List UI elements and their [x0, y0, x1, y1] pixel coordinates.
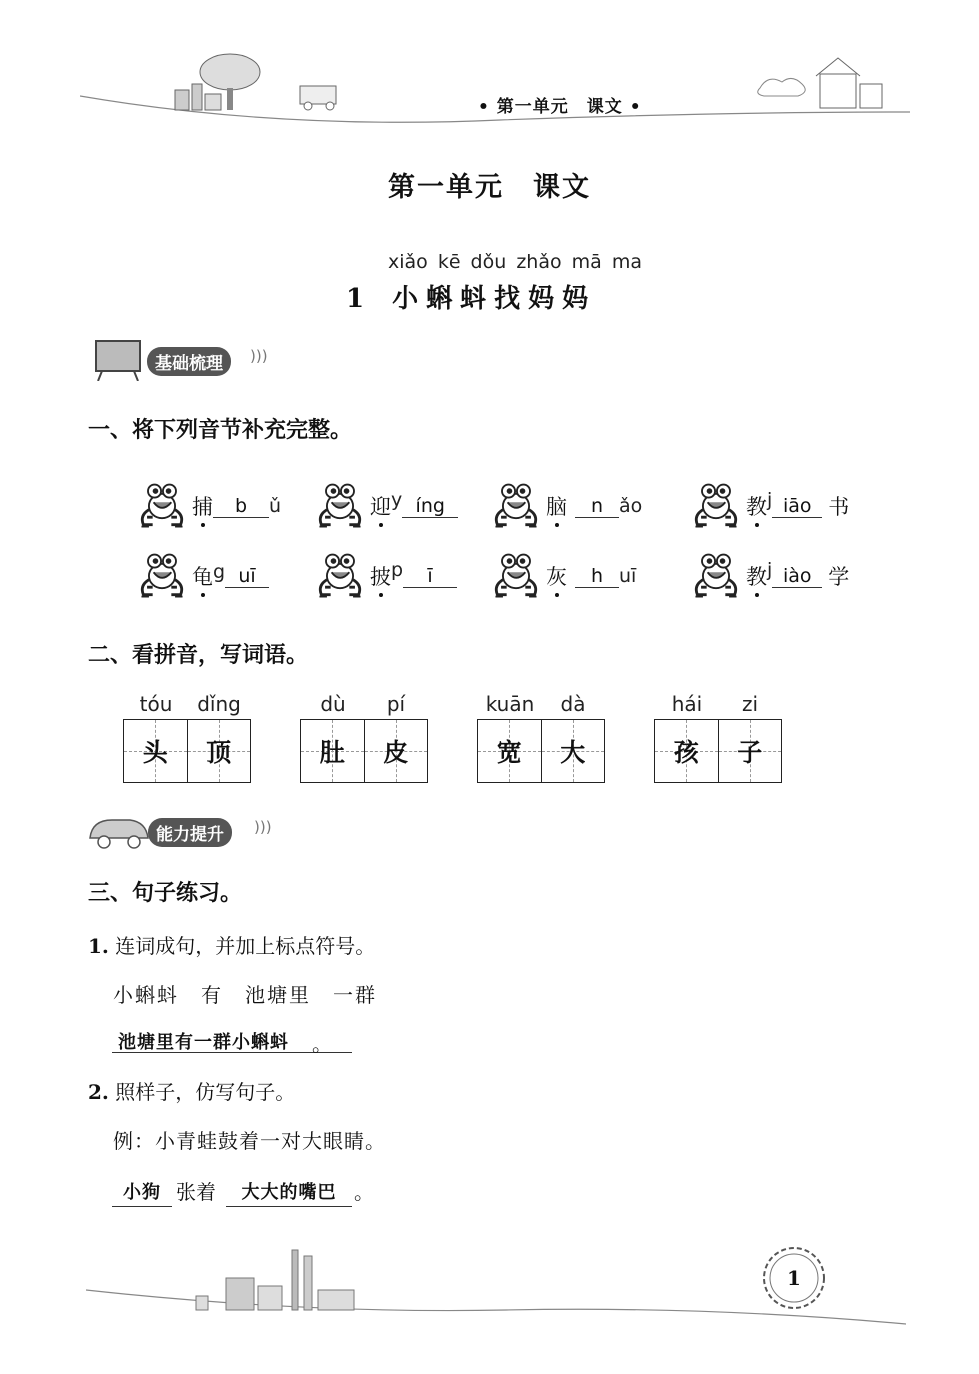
- word-pinyin: hái: [671, 692, 703, 716]
- city-icon: [175, 84, 221, 110]
- word-pinyin: pí: [386, 692, 406, 716]
- lesson-title-pinyin: xiǎo kē dǒu zhǎo mā ma: [388, 251, 642, 273]
- frog-icon: [688, 547, 744, 605]
- syllable-answer[interactable]: b: [213, 495, 269, 518]
- syllable-given: j: [767, 559, 773, 581]
- frog-icon: [688, 477, 744, 535]
- syllable-answer[interactable]: n: [575, 495, 619, 518]
- q2-middle-text: 张着: [176, 1180, 216, 1204]
- syllable-item: [488, 546, 636, 606]
- frog-icon: [488, 477, 544, 535]
- word-grid: [477, 719, 605, 783]
- section-1-heading: 一、将下列音节补充完整。: [88, 418, 353, 443]
- syllable-after-char: 学: [828, 565, 850, 589]
- basic-badge: [92, 335, 282, 381]
- word-pinyin: tóu: [139, 692, 173, 716]
- word-cell[interactable]: 顶: [187, 720, 251, 782]
- q2-example: 例：小青蛙鼓着一对大眼睛。: [113, 1129, 386, 1153]
- syllable-item: [688, 476, 849, 536]
- frog-icon: [134, 547, 190, 605]
- word-cell[interactable]: 孩: [655, 720, 718, 782]
- blackboard-icon: [92, 335, 152, 381]
- frog-icon: [312, 547, 368, 605]
- badge-arcs-icon: ))): [250, 347, 268, 365]
- syllable-answer[interactable]: iāo: [772, 495, 822, 518]
- syllable-item: [312, 546, 457, 606]
- syllable-given: y: [391, 489, 403, 511]
- q2-answer-row: [112, 1176, 412, 1206]
- syllable-after-char: 书: [828, 495, 850, 519]
- house-icon: [816, 58, 882, 108]
- syllable-char: 灰: [546, 561, 567, 591]
- syllable-given: ǎo: [619, 495, 643, 517]
- syllable-given: p: [391, 559, 404, 581]
- q1-answer-punct: 。: [312, 1032, 332, 1056]
- footer-decoration: [86, 1240, 906, 1340]
- syllable-given: g: [213, 561, 226, 583]
- section-3-heading: 三、句子练习。: [88, 881, 243, 906]
- word-grid: [654, 719, 782, 783]
- q1-prompt: [88, 930, 375, 959]
- syllable-char: 披: [370, 561, 391, 591]
- city-skyline-icon: [196, 1250, 354, 1310]
- cloud-icon: [758, 78, 805, 96]
- syllable-answer[interactable]: h: [575, 565, 619, 588]
- word-cell[interactable]: 子: [718, 720, 782, 782]
- frog-icon: [134, 477, 190, 535]
- lesson-title: [346, 278, 596, 315]
- basic-badge-label: 基础梳理: [147, 347, 231, 376]
- syllable-item: [134, 546, 269, 606]
- q2-end-punct: 。: [354, 1180, 374, 1204]
- syllable-char: 龟: [192, 561, 213, 591]
- word-cell[interactable]: 肚: [301, 720, 364, 782]
- lesson-name: 小蝌蚪找妈妈: [392, 284, 597, 314]
- running-header: • 第一单元 课文 •: [478, 97, 642, 117]
- unit-title: 第一单元 课文: [388, 172, 591, 203]
- syllable-answer[interactable]: ī: [403, 565, 457, 588]
- q1-number: 1.: [88, 934, 109, 958]
- truck-icon: [300, 86, 336, 110]
- q1-answer: 池塘里有一群小蝌蚪: [118, 1032, 289, 1053]
- syllable-char: 教: [746, 561, 767, 591]
- word-cell[interactable]: 大: [541, 720, 605, 782]
- word-pinyin: kuān: [485, 692, 535, 716]
- frog-icon: [488, 547, 544, 605]
- word-cell[interactable]: 皮: [364, 720, 428, 782]
- word-pinyin: zi: [741, 692, 759, 716]
- syllable-item: [312, 476, 458, 536]
- syllable-item: [688, 546, 849, 606]
- section-2-heading: 二、看拼音，写词语。: [88, 643, 309, 668]
- syllable-given: j: [767, 489, 773, 511]
- q2-instruction: 照样子，仿写句子。: [115, 1080, 296, 1104]
- word-cell[interactable]: 宽: [478, 720, 541, 782]
- q1-words: 小蝌蚪 有 池塘里 一群: [113, 983, 377, 1007]
- q2-answer-b[interactable]: 大大的嘴巴: [226, 1178, 352, 1207]
- syllable-char: 教: [746, 491, 767, 521]
- syllable-answer[interactable]: iào: [772, 565, 822, 588]
- word-cell[interactable]: 头: [124, 720, 187, 782]
- syllable-answer[interactable]: uī: [225, 565, 269, 588]
- header-decoration: [80, 50, 910, 130]
- syllable-char: 捕: [192, 491, 213, 521]
- syllable-char: 迎: [370, 491, 391, 521]
- q2-number: 2.: [88, 1080, 109, 1104]
- syllable-item: [134, 476, 281, 536]
- word-pinyin: dà: [560, 692, 586, 716]
- syllable-given: ǔ: [269, 495, 282, 517]
- syllable-answer[interactable]: íng: [402, 495, 458, 518]
- q2-prompt: [88, 1076, 295, 1105]
- word-pinyin: dù: [320, 692, 346, 716]
- ability-badge-label: 能力提升: [148, 818, 232, 847]
- lesson-number: 1: [346, 284, 365, 314]
- word-grid: [123, 719, 251, 783]
- syllable-item: [488, 476, 642, 536]
- frog-icon: [312, 477, 368, 535]
- q2-answer-a[interactable]: 小狗: [112, 1178, 172, 1207]
- ability-badge: [86, 808, 286, 854]
- q1-answer-line[interactable]: [112, 1026, 352, 1056]
- syllable-given: uī: [619, 565, 637, 587]
- word-grid: [300, 719, 428, 783]
- car-icon: [86, 808, 156, 854]
- word-pinyin: dǐng: [197, 692, 241, 716]
- syllable-char: 脑: [546, 491, 567, 521]
- page-number: 1: [787, 1266, 801, 1290]
- q1-instruction: 连词成句，并加上标点符号。: [115, 934, 376, 958]
- badge-arcs-icon: ))): [254, 818, 272, 836]
